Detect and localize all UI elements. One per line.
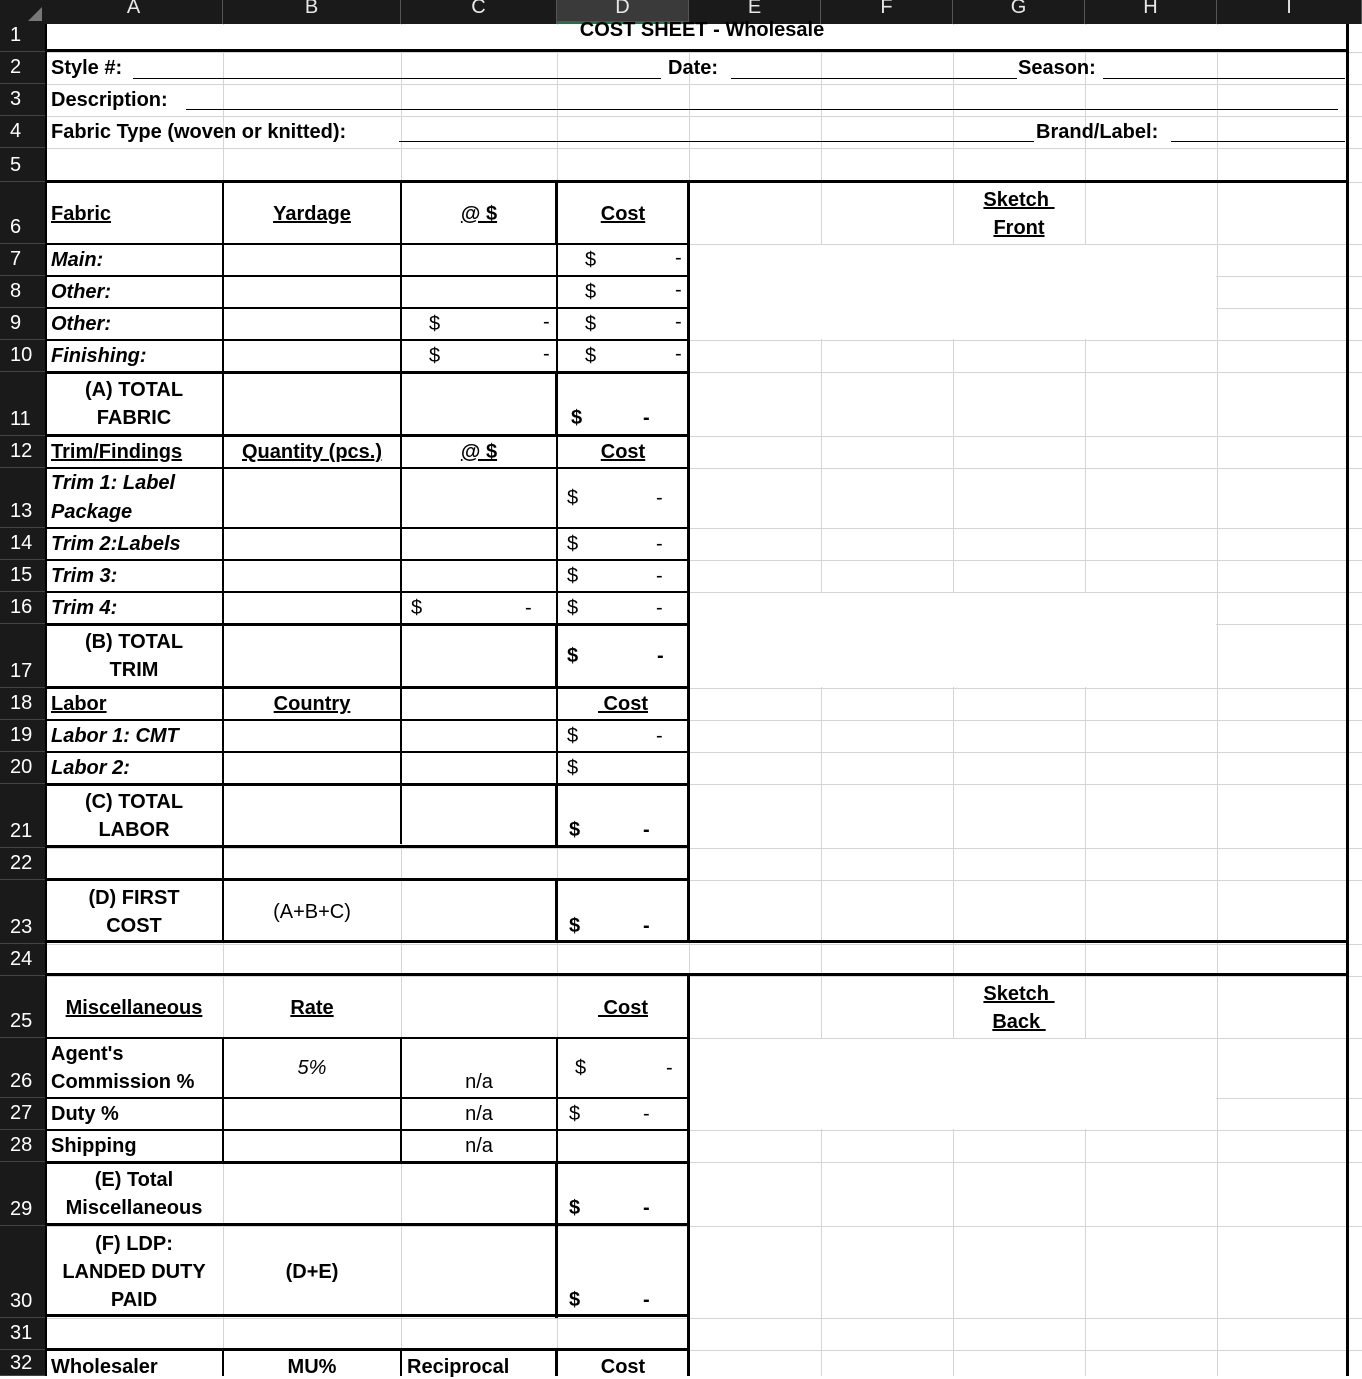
currency: $ — [585, 281, 597, 303]
ldp-label: (F) LDP: — [95, 1233, 173, 1255]
currency: $ — [429, 345, 441, 367]
currency: $ — [567, 533, 579, 555]
style-label: Style #: — [51, 57, 123, 79]
row-header[interactable]: 3 — [0, 84, 45, 116]
currency: $ — [429, 313, 441, 335]
first-cost-formula: (A+B+C) — [273, 901, 351, 923]
row-header[interactable]: 27 — [0, 1098, 45, 1130]
row-header[interactable]: 23 — [0, 880, 45, 944]
brand-label: Brand/Label: — [1036, 121, 1159, 143]
row-header[interactable]: 7 — [0, 244, 45, 276]
fabric-header: Fabric — [51, 203, 112, 225]
currency: $ — [569, 915, 581, 937]
currency: $ — [567, 645, 579, 667]
fabric-type-label: Fabric Type (woven or knitted): — [51, 121, 347, 143]
currency: $ — [567, 725, 579, 747]
trim-3-label: Trim 3: — [51, 565, 118, 587]
misc-header: Miscellaneous — [65, 997, 203, 1019]
wholesale-cost-header: Cost — [600, 1356, 646, 1378]
col-header-f[interactable]: F — [821, 0, 953, 24]
trim-cost-header: Cost — [600, 441, 646, 463]
row-header[interactable]: 19 — [0, 720, 45, 752]
row-header[interactable]: 5 — [0, 148, 45, 182]
row-header[interactable]: 25 — [0, 976, 45, 1038]
currency: $ — [567, 597, 579, 619]
dash: - — [643, 407, 650, 429]
fabric-other-label: Other: — [51, 281, 111, 303]
total-misc-label: (E) Total — [94, 1169, 174, 1191]
row-header[interactable]: 21 — [0, 784, 45, 848]
dash: - — [643, 1289, 650, 1311]
trim-1-label: Trim 1: Label — [51, 472, 176, 494]
dash: - — [543, 343, 550, 365]
row-header[interactable]: 28 — [0, 1130, 45, 1162]
dash: - — [656, 725, 663, 747]
row-header[interactable]: 31 — [0, 1318, 45, 1350]
col-header-h[interactable]: H — [1085, 0, 1217, 24]
season-label: Season: — [1018, 57, 1096, 79]
currency: $ — [567, 757, 579, 779]
row-header[interactable]: 13 — [0, 468, 45, 528]
misc-cost-header: Cost — [598, 997, 648, 1019]
quantity-header: Quantity (pcs.) — [241, 441, 382, 463]
mu-header: MU% — [287, 1356, 337, 1378]
dash: - — [656, 597, 663, 619]
row-header[interactable]: 4 — [0, 116, 45, 148]
select-all-triangle-icon — [28, 7, 42, 21]
col-header-d[interactable]: D — [557, 0, 689, 24]
fabric-main-label: Main: — [51, 249, 104, 271]
dash: - — [643, 915, 650, 937]
dash: - — [656, 487, 663, 509]
ldp-label-3: PAID — [110, 1289, 158, 1311]
yardage-header: Yardage — [273, 203, 351, 225]
row-header[interactable]: 14 — [0, 528, 45, 560]
sketch-back-label: Sketch — [983, 983, 1055, 1005]
row-header[interactable]: 17 — [0, 624, 45, 688]
dash: - — [643, 1197, 650, 1219]
col-header-b[interactable]: B — [223, 0, 401, 24]
sheet-title: COST SHEET - Wholesale — [579, 19, 825, 41]
na-value: n/a — [465, 1103, 493, 1125]
total-fabric-label-2: FABRIC — [96, 407, 172, 429]
labor-2-label: Labor 2: — [51, 757, 130, 779]
labor-cost-header: Cost — [598, 693, 648, 715]
row-header[interactable]: 22 — [0, 848, 45, 880]
row-header[interactable]: 24 — [0, 944, 45, 976]
row-header[interactable]: 16 — [0, 592, 45, 624]
ldp-formula: (D+E) — [285, 1261, 339, 1283]
row-header[interactable]: 32 — [0, 1350, 45, 1376]
description-label: Description: — [51, 89, 168, 111]
select-all-corner[interactable] — [0, 0, 45, 24]
trim-4-label: Trim 4: — [51, 597, 118, 619]
row-header[interactable]: 30 — [0, 1226, 45, 1318]
sketch-front-label-2: Front — [993, 217, 1045, 239]
labor-1-label: Labor 1: CMT — [51, 725, 179, 747]
dash: - — [675, 311, 682, 333]
col-header-a[interactable]: A — [45, 0, 223, 24]
dash: - — [643, 1103, 650, 1125]
total-fabric-label: (A) TOTAL — [84, 379, 184, 401]
row-header[interactable]: 8 — [0, 276, 45, 308]
currency: $ — [585, 249, 597, 271]
trim-2-label: Trim 2:Labels — [51, 533, 181, 555]
trim-at-header: @ $ — [460, 441, 498, 463]
fabric-cost-header: Cost — [600, 203, 646, 225]
currency: $ — [569, 819, 581, 841]
fabric-finishing-label: Finishing: — [51, 345, 147, 367]
agent-commission-label: Agent's — [51, 1043, 124, 1065]
fabric-at-header: @ $ — [460, 203, 498, 225]
total-labor-label-2: LABOR — [98, 819, 170, 841]
dash: - — [675, 279, 682, 301]
country-header: Country — [273, 693, 351, 715]
agent-commission-rate[interactable]: 5% — [297, 1057, 327, 1079]
na-value: n/a — [465, 1135, 493, 1157]
row-header[interactable]: 20 — [0, 752, 45, 784]
currency: $ — [567, 565, 579, 587]
dash: - — [643, 819, 650, 841]
total-misc-label-2: Miscellaneous — [65, 1197, 203, 1219]
currency: $ — [567, 487, 579, 509]
row-header[interactable]: 2 — [0, 52, 45, 84]
total-labor-label: (C) TOTAL — [84, 791, 184, 813]
dash: - — [675, 247, 682, 269]
dash: - — [666, 1057, 673, 1079]
trim-header: Trim/Findings — [51, 441, 183, 463]
col-header-e[interactable]: E — [689, 0, 821, 24]
fabric-other-label: Other: — [51, 313, 111, 335]
row-header[interactable]: 9 — [0, 308, 45, 340]
first-cost-label-2: COST — [106, 915, 162, 937]
row-header[interactable]: 1 — [0, 24, 45, 52]
row-header[interactable]: 15 — [0, 560, 45, 592]
currency: $ — [569, 1197, 581, 1219]
row-header[interactable]: 6 — [0, 182, 45, 244]
dash: - — [656, 533, 663, 555]
col-header-i[interactable]: I — [1217, 0, 1362, 24]
dash: - — [525, 597, 532, 619]
rate-header: Rate — [290, 997, 334, 1019]
labor-header: Labor — [51, 693, 107, 715]
col-header-g[interactable]: G — [953, 0, 1085, 24]
first-cost-label: (D) FIRST — [88, 887, 180, 909]
wholesaler-label: Wholesaler — [51, 1356, 158, 1378]
currency: $ — [569, 1103, 581, 1125]
currency: $ — [571, 407, 583, 429]
sketch-front-label: Sketch — [983, 189, 1055, 211]
row-header[interactable]: 26 — [0, 1038, 45, 1098]
row-header[interactable]: 18 — [0, 688, 45, 720]
row-header[interactable]: 29 — [0, 1162, 45, 1226]
row-header[interactable]: 11 — [0, 372, 45, 436]
currency: $ — [569, 1289, 581, 1311]
row-header[interactable]: 10 — [0, 340, 45, 372]
dash: - — [656, 565, 663, 587]
row-header[interactable]: 12 — [0, 436, 45, 468]
currency: $ — [585, 345, 597, 367]
total-trim-label-2: TRIM — [109, 659, 159, 681]
currency: $ — [585, 313, 597, 335]
date-label: Date: — [668, 57, 719, 79]
dash: - — [657, 645, 664, 667]
currency: $ — [411, 597, 423, 619]
currency: $ — [575, 1057, 587, 1079]
col-header-c[interactable]: C — [401, 0, 557, 24]
reciprocal-header: Reciprocal — [407, 1356, 510, 1378]
dash: - — [543, 311, 550, 333]
total-trim-label: (B) TOTAL — [84, 631, 184, 653]
sketch-back-label-2: Back — [992, 1011, 1046, 1033]
shipping-label: Shipping — [51, 1135, 137, 1157]
dash: - — [675, 343, 682, 365]
agent-commission-label-2: Commission % — [51, 1071, 195, 1093]
duty-label: Duty % — [51, 1103, 119, 1125]
na-value: n/a — [465, 1071, 493, 1093]
trim-1-label-2: Package — [51, 501, 133, 523]
ldp-label-2: LANDED DUTY — [62, 1261, 206, 1283]
